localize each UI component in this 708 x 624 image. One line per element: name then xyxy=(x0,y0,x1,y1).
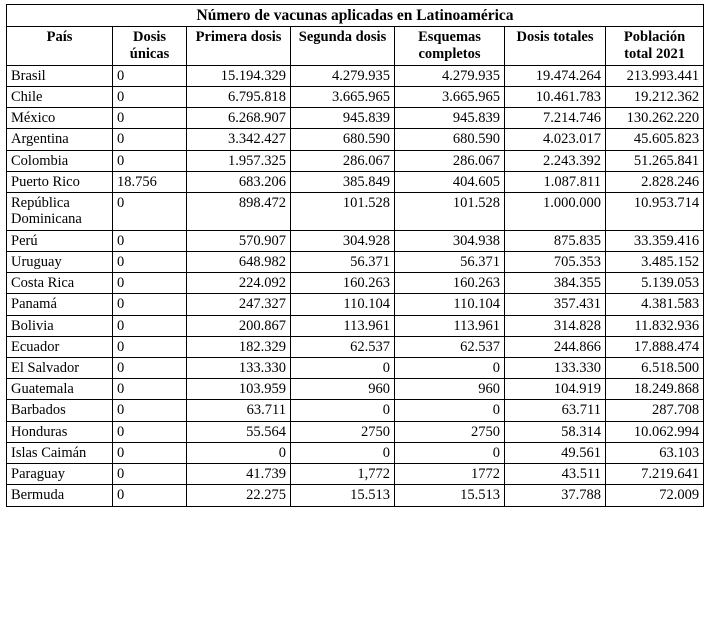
cell-pais: Costa Rica xyxy=(7,273,113,294)
cell-dosis-totales: 314.828 xyxy=(505,315,606,336)
cell-primera-dosis: 133.330 xyxy=(187,357,291,378)
cell-segunda-dosis: 0 xyxy=(291,442,395,463)
column-header-pais: País xyxy=(7,27,113,65)
cell-esquemas-completos: 56.371 xyxy=(395,251,505,272)
cell-dosis-unicas: 0 xyxy=(113,421,187,442)
cell-esquemas-completos: 160.263 xyxy=(395,273,505,294)
cell-esquemas-completos: 2750 xyxy=(395,421,505,442)
cell-primera-dosis: 6.795.818 xyxy=(187,86,291,107)
cell-dosis-totales: 357.431 xyxy=(505,294,606,315)
cell-poblacion-total: 6.518.500 xyxy=(606,357,704,378)
cell-pais: México xyxy=(7,108,113,129)
cell-primera-dosis: 683.206 xyxy=(187,171,291,192)
cell-poblacion-total: 287.708 xyxy=(606,400,704,421)
cell-dosis-unicas: 0 xyxy=(113,464,187,485)
cell-primera-dosis: 15.194.329 xyxy=(187,65,291,86)
table-row xyxy=(7,357,704,378)
cell-dosis-unicas: 0 xyxy=(113,294,187,315)
cell-poblacion-total: 72.009 xyxy=(606,485,704,506)
cell-esquemas-completos: 113.961 xyxy=(395,315,505,336)
table-row xyxy=(7,315,704,336)
cell-segunda-dosis: 0 xyxy=(291,357,395,378)
cell-segunda-dosis: 110.104 xyxy=(291,294,395,315)
cell-poblacion-total: 63.103 xyxy=(606,442,704,463)
column-header-dosis-unicas: Dosis únicas xyxy=(113,27,187,65)
cell-poblacion-total: 45.605.823 xyxy=(606,129,704,150)
cell-pais: Paraguay xyxy=(7,464,113,485)
cell-dosis-totales: 10.461.783 xyxy=(505,86,606,107)
cell-esquemas-completos: 101.528 xyxy=(395,193,505,230)
cell-pais: Ecuador xyxy=(7,336,113,357)
cell-dosis-unicas: 0 xyxy=(113,357,187,378)
table-header xyxy=(7,5,704,66)
table-row xyxy=(7,294,704,315)
cell-dosis-unicas: 0 xyxy=(113,86,187,107)
cell-pais: Brasil xyxy=(7,65,113,86)
cell-poblacion-total: 130.262.220 xyxy=(606,108,704,129)
cell-poblacion-total: 51.265.841 xyxy=(606,150,704,171)
table-row xyxy=(7,230,704,251)
cell-esquemas-completos: 0 xyxy=(395,400,505,421)
cell-pais: Chile xyxy=(7,86,113,107)
cell-dosis-totales: 705.353 xyxy=(505,251,606,272)
cell-segunda-dosis: 960 xyxy=(291,379,395,400)
table-row xyxy=(7,442,704,463)
cell-dosis-unicas: 0 xyxy=(113,400,187,421)
cell-dosis-unicas: 0 xyxy=(113,485,187,506)
cell-primera-dosis: 648.982 xyxy=(187,251,291,272)
cell-primera-dosis: 200.867 xyxy=(187,315,291,336)
table-row xyxy=(7,150,704,171)
cell-dosis-unicas: 0 xyxy=(113,273,187,294)
cell-dosis-totales: 384.355 xyxy=(505,273,606,294)
table-row xyxy=(7,400,704,421)
cell-pais: Colombia xyxy=(7,150,113,171)
cell-primera-dosis: 0 xyxy=(187,442,291,463)
cell-pais: Uruguay xyxy=(7,251,113,272)
table-column-headers xyxy=(7,27,704,65)
cell-pais: Perú xyxy=(7,230,113,251)
cell-esquemas-completos: 960 xyxy=(395,379,505,400)
cell-pais: Bolivia xyxy=(7,315,113,336)
cell-dosis-unicas: 0 xyxy=(113,336,187,357)
vaccine-table xyxy=(6,4,704,507)
cell-segunda-dosis: 945.839 xyxy=(291,108,395,129)
column-header-primera-dosis: Primera dosis xyxy=(187,27,291,65)
cell-dosis-unicas: 0 xyxy=(113,108,187,129)
column-header-esquemas-completos: Esquemas completos xyxy=(395,27,505,65)
cell-esquemas-completos: 110.104 xyxy=(395,294,505,315)
cell-dosis-unicas: 0 xyxy=(113,230,187,251)
cell-dosis-unicas: 0 xyxy=(113,129,187,150)
cell-esquemas-completos: 0 xyxy=(395,357,505,378)
cell-esquemas-completos: 3.665.965 xyxy=(395,86,505,107)
cell-esquemas-completos: 404.605 xyxy=(395,171,505,192)
cell-primera-dosis: 898.472 xyxy=(187,193,291,230)
cell-dosis-unicas: 0 xyxy=(113,193,187,230)
cell-esquemas-completos: 1772 xyxy=(395,464,505,485)
cell-pais: Barbados xyxy=(7,400,113,421)
cell-segunda-dosis: 160.263 xyxy=(291,273,395,294)
cell-primera-dosis: 247.327 xyxy=(187,294,291,315)
table-row xyxy=(7,485,704,506)
cell-dosis-totales: 63.711 xyxy=(505,400,606,421)
cell-segunda-dosis: 0 xyxy=(291,400,395,421)
cell-primera-dosis: 570.907 xyxy=(187,230,291,251)
cell-pais: El Salvador xyxy=(7,357,113,378)
cell-primera-dosis: 41.739 xyxy=(187,464,291,485)
cell-dosis-totales: 244.866 xyxy=(505,336,606,357)
cell-esquemas-completos: 4.279.935 xyxy=(395,65,505,86)
table-row xyxy=(7,108,704,129)
cell-pais: Puerto Rico xyxy=(7,171,113,192)
cell-esquemas-completos: 945.839 xyxy=(395,108,505,129)
table-row xyxy=(7,421,704,442)
column-header-dosis-totales: Dosis totales xyxy=(505,27,606,65)
cell-segunda-dosis: 113.961 xyxy=(291,315,395,336)
table-row xyxy=(7,273,704,294)
table-row xyxy=(7,251,704,272)
cell-dosis-totales: 37.788 xyxy=(505,485,606,506)
cell-primera-dosis: 224.092 xyxy=(187,273,291,294)
cell-dosis-unicas: 0 xyxy=(113,379,187,400)
cell-primera-dosis: 55.564 xyxy=(187,421,291,442)
cell-pais: Guatemala xyxy=(7,379,113,400)
cell-poblacion-total: 2.828.246 xyxy=(606,171,704,192)
cell-esquemas-completos: 15.513 xyxy=(395,485,505,506)
cell-dosis-totales: 2.243.392 xyxy=(505,150,606,171)
cell-dosis-unicas: 0 xyxy=(113,150,187,171)
table-row xyxy=(7,129,704,150)
table-title-row xyxy=(7,5,704,27)
cell-esquemas-completos: 0 xyxy=(395,442,505,463)
cell-segunda-dosis: 385.849 xyxy=(291,171,395,192)
cell-segunda-dosis: 680.590 xyxy=(291,129,395,150)
cell-segunda-dosis: 3.665.965 xyxy=(291,86,395,107)
cell-esquemas-completos: 680.590 xyxy=(395,129,505,150)
cell-dosis-totales: 1.000.000 xyxy=(505,193,606,230)
cell-pais: Argentina xyxy=(7,129,113,150)
cell-poblacion-total: 19.212.362 xyxy=(606,86,704,107)
cell-dosis-totales: 133.330 xyxy=(505,357,606,378)
cell-pais: Bermuda xyxy=(7,485,113,506)
cell-dosis-unicas: 0 xyxy=(113,251,187,272)
table-row xyxy=(7,193,704,230)
cell-dosis-unicas: 18.756 xyxy=(113,171,187,192)
cell-dosis-unicas: 0 xyxy=(113,442,187,463)
cell-segunda-dosis: 15.513 xyxy=(291,485,395,506)
cell-primera-dosis: 22.275 xyxy=(187,485,291,506)
table-row xyxy=(7,379,704,400)
cell-segunda-dosis: 62.537 xyxy=(291,336,395,357)
cell-pais: República Dominicana xyxy=(7,193,113,230)
cell-dosis-totales: 49.561 xyxy=(505,442,606,463)
table-row xyxy=(7,86,704,107)
cell-poblacion-total: 11.832.936 xyxy=(606,315,704,336)
cell-esquemas-completos: 304.938 xyxy=(395,230,505,251)
cell-dosis-totales: 4.023.017 xyxy=(505,129,606,150)
table-title: Número de vacunas aplicadas en Latinoamérica xyxy=(7,5,704,27)
cell-segunda-dosis: 286.067 xyxy=(291,150,395,171)
cell-poblacion-total: 18.249.868 xyxy=(606,379,704,400)
cell-segunda-dosis: 304.928 xyxy=(291,230,395,251)
cell-primera-dosis: 3.342.427 xyxy=(187,129,291,150)
cell-dosis-totales: 19.474.264 xyxy=(505,65,606,86)
table-row xyxy=(7,336,704,357)
table-row xyxy=(7,171,704,192)
cell-dosis-unicas: 0 xyxy=(113,65,187,86)
cell-poblacion-total: 7.219.641 xyxy=(606,464,704,485)
table-body xyxy=(7,65,704,506)
cell-primera-dosis: 63.711 xyxy=(187,400,291,421)
cell-poblacion-total: 3.485.152 xyxy=(606,251,704,272)
column-header-poblacion-total: Población total 2021 xyxy=(606,27,704,65)
cell-segunda-dosis: 56.371 xyxy=(291,251,395,272)
cell-dosis-totales: 43.511 xyxy=(505,464,606,485)
cell-dosis-unicas: 0 xyxy=(113,315,187,336)
cell-segunda-dosis: 101.528 xyxy=(291,193,395,230)
cell-poblacion-total: 5.139.053 xyxy=(606,273,704,294)
cell-primera-dosis: 1.957.325 xyxy=(187,150,291,171)
cell-dosis-totales: 58.314 xyxy=(505,421,606,442)
cell-esquemas-completos: 286.067 xyxy=(395,150,505,171)
cell-segunda-dosis: 4.279.935 xyxy=(291,65,395,86)
cell-primera-dosis: 6.268.907 xyxy=(187,108,291,129)
cell-poblacion-total: 33.359.416 xyxy=(606,230,704,251)
cell-poblacion-total: 10.062.994 xyxy=(606,421,704,442)
cell-dosis-totales: 875.835 xyxy=(505,230,606,251)
cell-poblacion-total: 10.953.714 xyxy=(606,193,704,230)
cell-poblacion-total: 4.381.583 xyxy=(606,294,704,315)
cell-pais: Islas Caimán xyxy=(7,442,113,463)
column-header-segunda-dosis: Segunda dosis xyxy=(291,27,395,65)
table-row xyxy=(7,464,704,485)
cell-poblacion-total: 17.888.474 xyxy=(606,336,704,357)
cell-pais: Honduras xyxy=(7,421,113,442)
cell-pais: Panamá xyxy=(7,294,113,315)
cell-dosis-totales: 7.214.746 xyxy=(505,108,606,129)
cell-esquemas-completos: 62.537 xyxy=(395,336,505,357)
cell-dosis-totales: 1.087.811 xyxy=(505,171,606,192)
cell-dosis-totales: 104.919 xyxy=(505,379,606,400)
table-row xyxy=(7,65,704,86)
cell-poblacion-total: 213.993.441 xyxy=(606,65,704,86)
cell-primera-dosis: 182.329 xyxy=(187,336,291,357)
cell-primera-dosis: 103.959 xyxy=(187,379,291,400)
cell-segunda-dosis: 1,772 xyxy=(291,464,395,485)
cell-segunda-dosis: 2750 xyxy=(291,421,395,442)
